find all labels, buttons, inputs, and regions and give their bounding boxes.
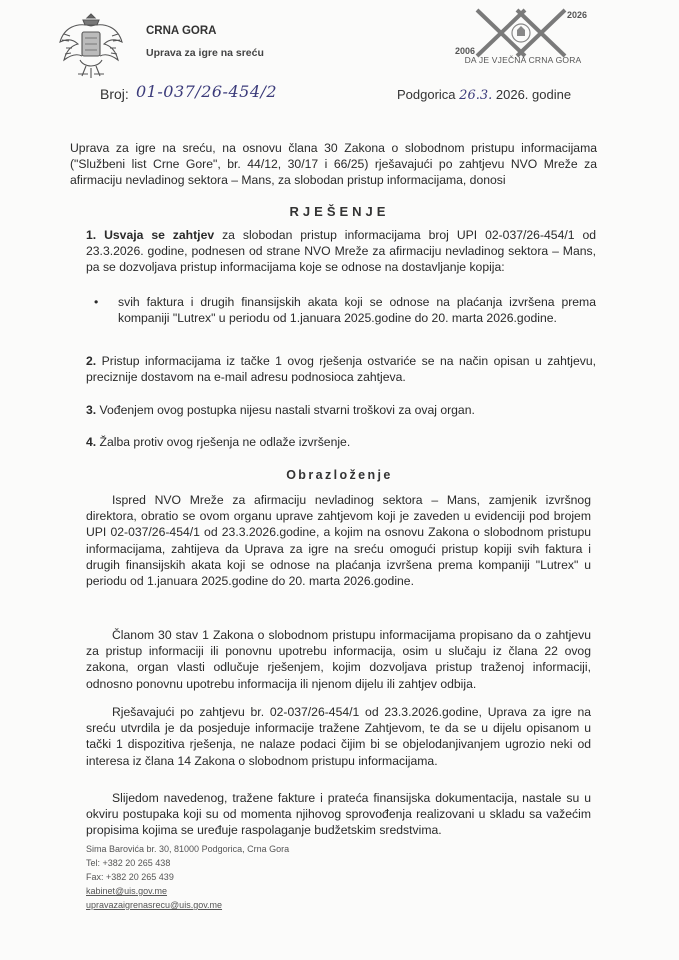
decision-point-4 xyxy=(86,435,596,449)
jubilee-year-left: 2006 xyxy=(455,46,476,56)
footer-contact xyxy=(86,842,289,912)
point-4-number: 4. xyxy=(86,435,97,449)
reasoning-paragraph-2: Članom 30 stav 1 Zakona o slobodnom pristupu informacijama propisano da o zahtjevu za pristup informaciji ili ponovnu upotrebu informacija, osim u slučaju iz člana 22 ovog zakona, organ vlasti odlučuje rješenjem, kojim dozvoljava pristup traženoj informaciji, odnosno ponovnu upotrebu informacija ili njenom dijelu ili zahtjev odbija. xyxy=(86,628,591,691)
footer-fax: Fax: +382 20 265 439 xyxy=(86,872,174,882)
decision-point-2 xyxy=(86,353,596,385)
decision-heading: RJEŠENJE xyxy=(289,204,390,219)
place-date xyxy=(397,87,571,103)
decision-point-3 xyxy=(86,403,596,417)
intro-paragraph: Uprava za igre na sreću, na osnovu člana 30 Zakona o slobodnom pristupu informacijama ("Službeni list Crne Gore", br. 44/12, 30/17 i 66/25) rješavajući po zahtjevu NVO Mreže za afirmaciju nevladinog sektora – Mans, za slobodan pristup informacijama, donosi xyxy=(70,141,597,188)
reference-number-handwritten: 01-037/26-454/2 xyxy=(136,82,278,101)
country-name: CRNA GORA xyxy=(146,25,217,37)
reasoning-paragraph-1: Ispred NVO Mreže za afirmaciju nevladinog sektora – Mans, zamjenik izvršnog direktora, obratio se ovom organu uprave zahtjevom koji je zaveden u evidenciji pod brojem UPI 02-037/26-454/1 od 23.3.2026.godine, a kojim na osnovu Zakona o slobodnom pristupu informacijama, zahtijeva da Uprava za igre na sreću omogući pristup kopiji svih faktura i drugih finansijskih akata koji se odnose na plaćanja izvršena prema kompaniji "Lutrex" u periodu od 1.januara 2025.godine do 20. marta 2026.godine. xyxy=(86,493,591,589)
coat-of-arms-emblem xyxy=(56,8,126,82)
point-1-text: za slobodan pristup informacijama broj UPI 02-037/26-454/1 od 23.3.2026. godine, podnesen od strane NVO Mreže za afirmaciju nevladinog sektora – Mans, pa se dozvoljava pristup informacijama koje se odnose na dostavljanje kopija: xyxy=(86,228,597,275)
reasoning-paragraph-3: Rješavajući po zahtjevu br. 02-037/26-454/1 od 23.3.2026.godine, Uprava za igre na sreću utvrdila je da posjeduje informacije tražene Zahtjevom, te da se u dijelu opisanom u tački 1 dispozitiva rješenja, ne nalaze podaci čijim bi se objelodanjivanjem ugrozio neki od interesa iz člana 14 Zakona o slobodnom pristupu informacijama. xyxy=(86,705,591,768)
authority-name: Uprava za igre na sreću xyxy=(146,47,264,59)
reasoning-paragraph-4: Slijedom navedenog, tražene fakture i prateća finansijska dokumentacija, nastale su u okviru postupaka koji su od momenta njihovog sprovođenja realizovani u skladu sa važećim propisima kojima se uređuje raspolaganje budžetskim sredstvima. xyxy=(86,791,591,838)
footer-tel: Tel: +382 20 265 438 xyxy=(86,858,171,868)
point-3-text: Vođenjem ovog postupka nijesu nastali stvarni troškovi za ovaj organ. xyxy=(96,403,475,417)
bullet-text: svih faktura i drugih finansijskih akata koji se odnose na plaćanja izvršena prema kompaniji "Lutrex" u periodu od 1.januara 2025.godine do 20. marta 2026.godine. xyxy=(118,295,596,325)
point-2-text: Pristup informacijama iz tačke 1 ovog rješenja ostvariće se na način opisan u zahtjevu, preciznije dostavom na e-mail adresu podnosioca zahtjeva. xyxy=(86,354,596,385)
point-2-number: 2. xyxy=(86,354,97,368)
date-suffix: 2026. godine xyxy=(495,87,572,102)
place: Podgorica xyxy=(397,87,456,102)
footer-email-uprava[interactable]: upravazaigrenasrecu@uis.gov.me xyxy=(86,900,223,910)
date-handwritten: 26.3. xyxy=(459,88,493,103)
footer-address: Sima Barovića br. 30, 81000 Podgorica, Crna Gora xyxy=(86,844,290,854)
footer-email-kabinet[interactable]: kabinet@uis.gov.me xyxy=(86,886,168,896)
jubilee-year-right: 2026 xyxy=(567,10,588,20)
point-4-text: Žalba protiv ovog rješenja ne odlaže izvršenje. xyxy=(96,435,351,449)
decision-point-1 xyxy=(86,227,596,276)
reasoning-heading: Obrazloženje xyxy=(286,468,393,482)
bullet-icon: • xyxy=(94,295,99,309)
point-3-number: 3. xyxy=(86,403,97,417)
reference-label: Broj: xyxy=(100,86,129,102)
point-1-bold: 1. Usvaja se zahtjev xyxy=(86,228,215,242)
jubilee-tagline: DA JE VJEČNA CRNA GORA xyxy=(464,55,582,65)
decision-bullet xyxy=(86,294,596,326)
